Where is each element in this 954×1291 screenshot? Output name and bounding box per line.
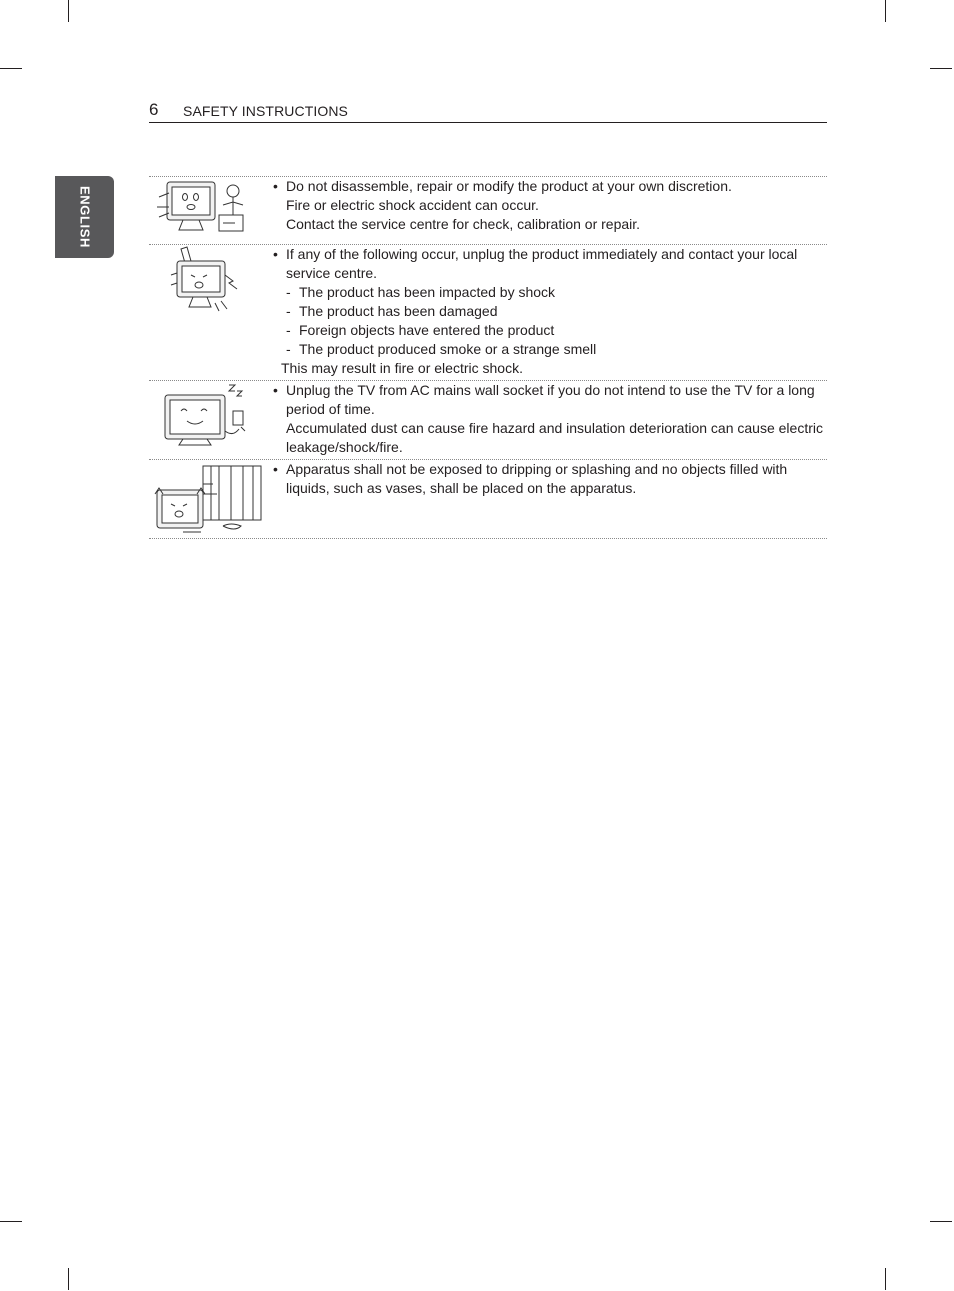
page-header xyxy=(149,100,827,123)
row-tail-text: This may result in fire or electric shock. xyxy=(281,360,523,376)
row-text xyxy=(271,381,827,457)
section-title: SAFETY INSTRUCTIONS xyxy=(183,103,348,119)
row-text xyxy=(271,177,827,234)
bullet-item xyxy=(271,460,827,498)
crop-mark xyxy=(68,1268,69,1290)
crop-mark xyxy=(885,0,886,22)
crop-mark xyxy=(68,0,69,22)
row-text xyxy=(271,460,827,498)
disassemble-warning-icon xyxy=(153,177,265,243)
bullet-line: Accumulated dust can cause fire hazard and insulation deterioration can cause electric leakage/shock/fire. xyxy=(286,420,823,455)
safety-row xyxy=(149,459,827,539)
bullet-item xyxy=(271,245,827,283)
sub-item: - The product produced smoke or a strange smell xyxy=(271,340,827,359)
language-tab-label: ENGLISH xyxy=(77,186,92,248)
crop-mark xyxy=(930,1221,952,1222)
unplug-tv-icon xyxy=(153,381,265,451)
bullet-line: • If any of the following occur, unplug the product immediately and contact your local service centre. xyxy=(286,246,798,281)
safety-table xyxy=(149,176,827,539)
crop-mark xyxy=(885,1268,886,1290)
bullet-item xyxy=(271,177,827,234)
safety-row xyxy=(149,176,827,244)
page-number: 6 xyxy=(149,100,159,119)
safety-row xyxy=(149,244,827,380)
sub-item: - The product has been damaged xyxy=(271,302,827,321)
sub-item: - The product has been impacted by shock xyxy=(271,283,827,302)
sub-item: - Foreign objects have entered the product xyxy=(271,321,827,340)
shock-damage-icon xyxy=(153,245,265,315)
bullet-line: • Apparatus shall not be exposed to dripping or splashing and no objects filled with liquids, such as vases, shall be placed on the apparatus. xyxy=(286,461,788,496)
safety-row xyxy=(149,380,827,459)
bullet-item xyxy=(271,381,827,457)
bullet-line: • Do not disassemble, repair or modify the product at your own discretion. xyxy=(286,178,732,194)
dripping-splashing-icon xyxy=(153,460,265,538)
row-text xyxy=(271,245,827,378)
language-tab xyxy=(55,176,114,258)
crop-mark xyxy=(0,1221,22,1222)
bullet-line: Contact the service centre for check, calibration or repair. xyxy=(286,216,641,232)
bullet-line: • Unplug the TV from AC mains wall socket if you do not intend to use the TV for a long period of time. xyxy=(286,382,815,417)
bullet-line: Fire or electric shock accident can occur. xyxy=(286,197,539,213)
crop-mark xyxy=(930,68,952,69)
crop-mark xyxy=(0,68,22,69)
